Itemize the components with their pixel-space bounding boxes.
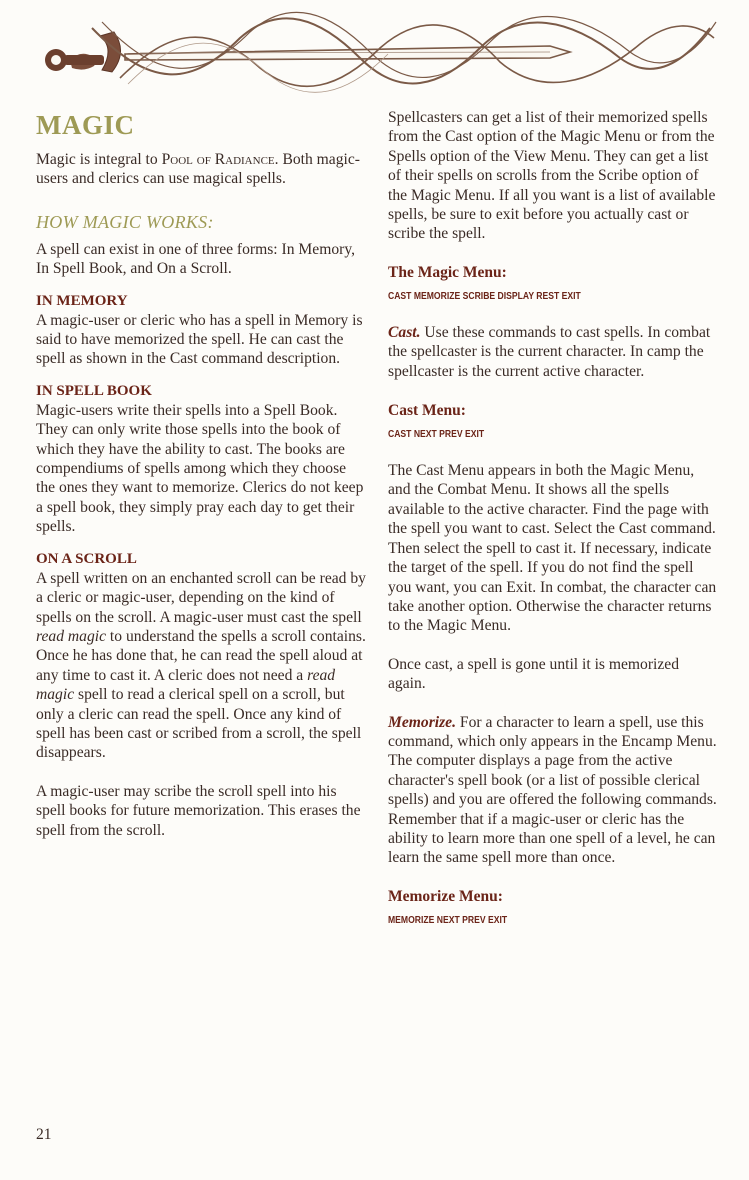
cast-menu-commands: CAST NEXT PREV EXIT [388, 428, 485, 441]
scribe-scroll-text: A magic-user may scribe the scroll spell into his spell books for future memorization. This erases the spell from the scroll. [36, 782, 361, 839]
section-title: MAGIC [36, 110, 135, 140]
left-column [36, 108, 366, 840]
on-a-scroll-heading: ON A SCROLL [36, 550, 137, 567]
page-number: 21 [36, 1126, 52, 1143]
on-a-scroll-text: A spell written on an enchanted scroll can be read by a cleric or magic-user, depending on the kind of spells on the scroll. A magic-user must cast the spell read magic to understand the spells a scroll contains. Once he has done that, he can read the spell aloud at any time to cast it. A cleric does not need a read magic spell to read a clerical spell on a scroll, but only a cleric can read the spell. Once any kind of spell has been cast or scribed from a scroll, the spell disappears. [36, 569, 366, 762]
cast-description: Cast. Use these commands to cast spells. In combat the spellcaster is the current character. In camp the spellcaster is the current active character. [388, 323, 711, 380]
sword-ribbon-icon [30, 8, 720, 98]
memorize-description: Memorize. For a character to learn a spell, use this command, which only appears in the Encamp Menu. The computer displays a page from the active character's spell book (or a list of possible clerical spells) and you are offered the following commands. Remember that if a magic-user or cleric has the ability to learn more than one spell of a level, he can learn the same spell more than once. [388, 713, 717, 867]
cast-menu-heading: Cast Menu: [388, 402, 466, 420]
in-spell-book-text: Magic-users write their spells into a Spell Book. They can only write those spells into the book of which they have the ability to cast. The books are compendiums of spells among which they choose the ones they want to memorize. Clerics do not keep a spell book, they simply pray each day to get their spells. [36, 401, 364, 536]
cast-menu-text: The Cast Menu appears in both the Magic Menu, and the Combat Menu. It shows all the spells available to the active character. Find the page with the spell you want to cast. Select the Cast command. Then select the spell to cast it. If necessary, indicate the target of the spell. If you do not find the spell you want, you can Exit. In combat, the character can take another option. Otherwise the character returns to the Magic Menu. [388, 462, 717, 635]
intro-paragraph: Magic is integral to Pool of Radiance. Both magic-users and clerics can use magical spells. [36, 151, 360, 188]
cast-keyword: Cast. [388, 323, 421, 341]
memorize-menu-commands: MEMORIZE NEXT PREV EXIT [388, 913, 508, 926]
cast-menu-note: Once cast, a spell is gone until it is memorized again. [388, 655, 680, 693]
how-magic-works-heading: HOW MAGIC WORKS: [36, 211, 214, 232]
game-title: Pool of Radiance [161, 151, 275, 168]
magic-menu-heading: The Magic Menu: [388, 263, 507, 281]
right-column [388, 108, 718, 927]
in-memory-heading: IN MEMORY [36, 292, 128, 309]
how-magic-works-text: A spell can exist in one of three forms: In Memory, In Spell Book, and On a Scroll. [36, 240, 356, 278]
in-spell-book-heading: IN SPELL BOOK [36, 382, 152, 399]
spell-list-text: Spellcasters can get a list of their memorized spells from the Cast option of the Magic Menu or from the Spells option of the View Menu. They can get a list of their spells on scrolls from the Scribe option of the Magic Menu. If all you want is a list of available spells, be sure to exit before you actually cast or scribe the spell. [388, 109, 716, 243]
memorize-keyword: Memorize. [388, 713, 457, 731]
in-memory-text: A magic-user or cleric who has a spell in Memory is said to have memorized the spell. He can cast the spell as shown in the Cast command description. [36, 311, 363, 368]
memorize-menu-heading: Memorize Menu: [388, 887, 503, 905]
magic-menu-commands: CAST MEMORIZE SCRIBE DISPLAY REST EXIT [388, 289, 581, 302]
